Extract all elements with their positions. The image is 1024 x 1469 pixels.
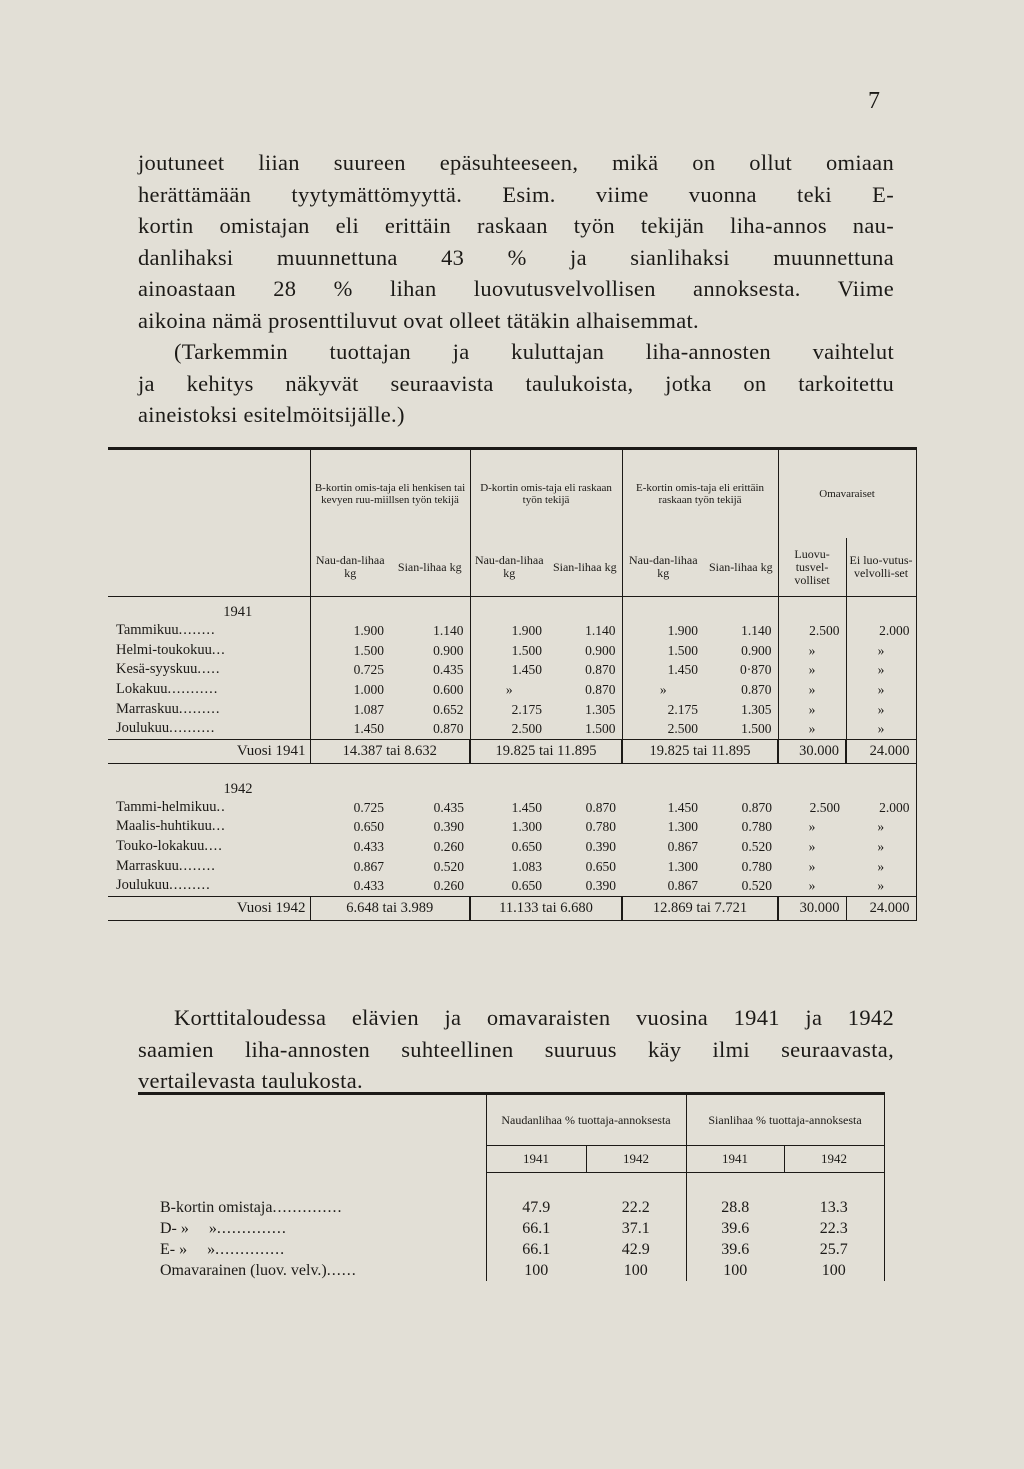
cell: » <box>808 858 816 874</box>
row-label: Marraskuu <box>116 700 179 717</box>
cell: » <box>808 878 816 894</box>
cell: 1.083 <box>511 858 543 874</box>
cell: 0.725 <box>353 799 384 815</box>
cell: 0.433 <box>353 839 384 855</box>
cell: 0.260 <box>433 839 465 855</box>
cell: 0.867 <box>667 839 699 855</box>
table-row: Touko-lokakuu.... 0.433 0.260 0.650 0.390 0.867 0.520 » » <box>108 837 916 857</box>
table-row: Marraskuu........ 0.867 0.520 1.083 0.650 1.300 0.780 » » <box>108 856 916 876</box>
table-row: D- » ».............. 66.1 37.1 39.6 22.3 <box>138 1218 884 1239</box>
cell: 22.3 <box>784 1218 884 1239</box>
header-beef-e: Nau-dan-lihaa kg <box>622 538 704 597</box>
cell: 1.300 <box>667 858 699 874</box>
table-row: E- » ».............. 66.1 42.9 39.6 25.7 <box>138 1239 884 1260</box>
cell: 1.500 <box>470 641 548 661</box>
cell: 0·870 <box>740 662 772 678</box>
cell: 100 <box>686 1260 784 1281</box>
text-line: vertailevasta taulukosta. <box>138 1068 363 1093</box>
cell: 2.000 <box>846 798 916 818</box>
table-row: Omavarainen (luov. velv.)...... 100 100 100 100 <box>138 1260 884 1281</box>
header-pork-percent: Sianlihaa % tuottaja-annoksesta <box>686 1094 884 1146</box>
cell: 0.652 <box>433 701 464 717</box>
cell: 25.7 <box>784 1239 884 1260</box>
text-line: aineistoksi esitelmöitsijälle.) <box>138 402 405 427</box>
cell: 0.870 <box>585 682 616 698</box>
header-year: 1942 <box>586 1146 686 1173</box>
table-row: Lokakuu........... 1.000 0.600 » 0.870 » 0.870 » » <box>108 680 916 700</box>
table-row: B-kortin omistaja.............. 47.9 22.2 28.8 13.3 <box>138 1197 884 1218</box>
cell: 1.500 <box>585 721 616 737</box>
year-row <box>108 597 916 622</box>
cell: 1.300 <box>511 819 543 835</box>
cell: 0.650 <box>511 878 543 894</box>
cell: 0.780 <box>741 858 773 874</box>
cell: 2.000 <box>846 621 916 641</box>
header-row-units <box>108 538 916 597</box>
cell: 1.450 <box>667 799 699 815</box>
paragraph-comparison <box>138 1002 894 1097</box>
cell: 0.260 <box>433 878 465 894</box>
page-number: 7 <box>868 88 880 114</box>
cell: 37.1 <box>621 1220 650 1237</box>
cell: 39.6 <box>686 1218 784 1239</box>
cell: 0.435 <box>433 799 465 815</box>
total-cell: 30.000 <box>778 739 846 763</box>
cell: 0.600 <box>433 682 464 698</box>
percentage-comparison-table <box>138 1092 885 1281</box>
cell: 1.900 <box>622 621 704 641</box>
cell: » <box>778 680 846 700</box>
cell: » <box>846 699 916 719</box>
cell: » <box>778 719 846 739</box>
cell: 2.500 <box>622 719 704 739</box>
cell: 0.650 <box>585 858 617 874</box>
text-line: saamien liha-annosten suhteellinen suuruus käy ilmi seuraavasta, <box>138 1036 894 1062</box>
cell: 0.870 <box>585 799 617 815</box>
row-label: Helmi-toukokuu <box>116 641 212 658</box>
cell: 2.175 <box>470 699 548 719</box>
header-not-obliged: Ei luo-vutus-velvolli-set <box>846 538 916 597</box>
total-row <box>108 739 916 763</box>
cell: 28.8 <box>686 1197 784 1218</box>
table-row: Kesä-syyskuu..... 0.725 0.435 1.450 0.870 1.450 0·870 » » <box>108 660 916 680</box>
cell: » <box>808 839 816 855</box>
cell: 1.305 <box>585 701 616 717</box>
cell: » <box>470 680 548 700</box>
cell: 0.433 <box>353 878 384 894</box>
header-blank <box>138 1146 486 1173</box>
cell: » <box>846 719 916 739</box>
table-row: Marraskuu......... 1.087 0.652 2.175 1.305 2.175 1.305 » » <box>108 699 916 719</box>
cell: 42.9 <box>621 1241 650 1258</box>
cell: 1.450 <box>511 799 543 815</box>
cell: 0.780 <box>741 819 773 835</box>
header-year: 1942 <box>784 1146 884 1173</box>
table-row: Tammikuu........ 1.900 1.140 1.900 1.140 1.900 1.140 2.500 2.000 <box>108 621 916 641</box>
cell: » <box>846 641 916 661</box>
cell: » <box>778 641 846 661</box>
cell: 0.650 <box>511 839 543 855</box>
table-row: Maalis-huhtikuu... 0.650 0.390 1.300 0.780 1.300 0.780 » » <box>108 817 916 837</box>
text-line: herättämään tyytymättömyyttä. Esim. viime vuonna teki E- <box>138 181 894 207</box>
cell: 1.000 <box>310 680 390 700</box>
header-blank <box>138 1094 486 1146</box>
cell: 100 <box>623 1262 648 1279</box>
cell: 39.6 <box>686 1239 784 1260</box>
row-label: Maalis-huhtikuu <box>116 818 212 835</box>
cell: 0.435 <box>433 662 464 678</box>
total-cell: 6.648 tai 3.989 <box>310 896 470 920</box>
total-label: Vuosi 1942 <box>108 896 310 920</box>
cell: 0.520 <box>741 839 773 855</box>
cell: 0.390 <box>585 878 617 894</box>
row-label: Touko-lokakuu <box>116 838 205 855</box>
header-pork-e: Sian-lihaa kg <box>704 538 778 597</box>
row-label: Omavarainen (luov. velv.) <box>160 1262 327 1279</box>
cell: 0.520 <box>433 858 465 874</box>
total-cell: 11.133 tai 6.680 <box>470 896 622 920</box>
cell: 1.087 <box>310 699 390 719</box>
header-obliged: Luovu-tusvel-volliset <box>778 538 846 597</box>
cell: 1.450 <box>310 719 390 739</box>
header-row-years <box>138 1146 884 1173</box>
cell: 1.500 <box>622 641 704 661</box>
total-cell: 24.000 <box>846 896 916 920</box>
cell: 1.900 <box>310 621 390 641</box>
cell: 0.780 <box>585 819 617 835</box>
cell: 1.450 <box>470 660 548 680</box>
cell: 2.500 <box>809 799 841 815</box>
text-line: aikoina nämä prosenttiluvut ovat olleet tätäkin alhaisemmat. <box>138 307 699 333</box>
header-e-card: E-kortin omis-taja eli erittäin raskaan työn tekijä <box>622 449 778 539</box>
text-line: danlihaksi muunnettuna 43 % ja sianlihaksi muunnettuna <box>138 244 894 270</box>
cell: 0.867 <box>353 858 384 874</box>
row-label: D- » » <box>160 1220 217 1237</box>
total-cell: 14.387 tai 8.632 <box>310 739 470 763</box>
cell: 66.1 <box>486 1218 586 1239</box>
cell: 22.2 <box>621 1199 650 1216</box>
row-label: Tammikuu <box>116 622 179 639</box>
cell: 100 <box>784 1260 884 1281</box>
cell: 1.500 <box>741 721 772 737</box>
header-b-card: B-kortin omis-taja eli henkisen tai kevyen ruu-miillsen työn tekijä <box>310 449 470 539</box>
total-row <box>108 896 916 920</box>
cell: 0.900 <box>585 642 616 658</box>
cell: 1.140 <box>585 623 616 639</box>
cell: » <box>846 680 916 700</box>
text-line: joutuneet liian suureen epäsuhteeseen, mikä on ollut omiaan <box>138 150 894 175</box>
header-blank <box>108 449 310 539</box>
cell: 0.390 <box>433 819 465 835</box>
cell: 2.500 <box>470 719 548 739</box>
year-label: 1942 <box>223 780 253 797</box>
total-cell: 30.000 <box>778 896 846 920</box>
row-label: B-kortin omistaja <box>160 1199 273 1216</box>
cell: » <box>622 680 704 700</box>
cell: » <box>808 819 816 835</box>
year-row <box>108 763 916 798</box>
cell: 0.650 <box>353 819 384 835</box>
text-line: ja kehitys näkyvät seuraavista taulukoista, jotka on tarkoitettu <box>138 370 894 396</box>
row-label: Marraskuu <box>116 857 179 874</box>
header-d-card: D-kortin omis-taja eli raskaan työn tekijä <box>470 449 622 539</box>
row-label: Tammi-helmikuu <box>116 798 217 815</box>
paragraph-intro <box>138 147 894 431</box>
row-label: Kesä-syyskuu <box>116 661 198 678</box>
cell: 0.870 <box>741 799 773 815</box>
cell: 0.900 <box>741 642 772 658</box>
header-self-sufficient: Omavaraiset <box>778 449 916 539</box>
header-pork-b: Sian-lihaa kg <box>390 538 470 597</box>
cell: » <box>778 660 846 680</box>
monthly-meat-ration-table <box>108 447 917 921</box>
header-beef-percent: Naudanlihaa % tuottaja-annoksesta <box>486 1094 686 1146</box>
total-cell: 12.869 tai 7.721 <box>622 896 778 920</box>
cell: 100 <box>486 1260 586 1281</box>
cell: 2.500 <box>778 621 846 641</box>
row-label: Lokakuu <box>116 681 168 698</box>
cell: 1.305 <box>741 701 772 717</box>
text-line: ainoastaan 28 % lihan luovutusvelvollisen annoksesta. Viime <box>138 276 894 301</box>
cell: 66.1 <box>486 1239 586 1260</box>
cell: 1.300 <box>667 819 699 835</box>
total-cell: 24.000 <box>846 739 916 763</box>
year-label: 1941 <box>223 604 253 620</box>
header-year: 1941 <box>486 1146 586 1173</box>
cell: » <box>846 660 916 680</box>
row-label: E- » » <box>160 1241 216 1258</box>
cell: » <box>778 699 846 719</box>
cell: » <box>846 817 916 837</box>
row-label: Joulukuu <box>116 877 170 894</box>
header-blank <box>108 538 310 597</box>
cell: 0.520 <box>741 878 773 894</box>
cell: 1.140 <box>433 623 464 639</box>
table-row: Helmi-toukokuu... 1.500 0.900 1.500 0.900 1.500 0.900 » » <box>108 641 916 661</box>
total-cell: 19.825 tai 11.895 <box>470 739 622 763</box>
text-line: kortin omistajan eli erittäin raskaan työn tekijän liha-annos nau- <box>138 213 894 238</box>
header-pork-d: Sian-lihaa kg <box>548 538 622 597</box>
table-row: Tammi-helmikuu.. 0.725 0.435 1.450 0.870 1.450 0.870 2.500 2.000 <box>108 798 916 818</box>
cell: 0.870 <box>741 682 772 698</box>
header-beef-b: Nau-dan-lihaa kg <box>310 538 390 597</box>
cell: 47.9 <box>486 1197 586 1218</box>
text-line: (Tarkemmin tuottajan ja kuluttajan liha-annosten vaihtelut <box>174 339 894 364</box>
cell: 0.900 <box>433 642 464 658</box>
cell: 2.175 <box>622 699 704 719</box>
cell: 0.870 <box>585 662 616 678</box>
cell: 0.725 <box>310 660 390 680</box>
table-row: Joulukuu......... 0.433 0.260 0.650 0.390 0.867 0.520 » » <box>108 876 916 896</box>
cell: 0.390 <box>585 839 617 855</box>
total-cell: 19.825 tai 11.895 <box>622 739 778 763</box>
table-row: Joulukuu.......... 1.450 0.870 2.500 1.500 2.500 1.500 » » <box>108 719 916 739</box>
row-label: Joulukuu <box>116 720 170 737</box>
cell: » <box>846 876 916 896</box>
cell: 0.870 <box>433 721 464 737</box>
cell: » <box>846 856 916 876</box>
cell: » <box>846 837 916 857</box>
cell: 13.3 <box>784 1197 884 1218</box>
header-year: 1941 <box>686 1146 784 1173</box>
total-label: Vuosi 1941 <box>108 739 310 763</box>
cell: 1.900 <box>470 621 548 641</box>
cell: 1.450 <box>622 660 704 680</box>
header-beef-d: Nau-dan-lihaa kg <box>470 538 548 597</box>
cell: 1.500 <box>310 641 390 661</box>
header-row-groups <box>108 449 916 539</box>
header-row-groups <box>138 1094 884 1146</box>
text-line: Korttitaloudessa elävien ja omavaraisten vuosina 1941 ja 1942 <box>174 1005 894 1030</box>
cell: 1.140 <box>741 623 772 639</box>
cell: 0.867 <box>667 878 699 894</box>
